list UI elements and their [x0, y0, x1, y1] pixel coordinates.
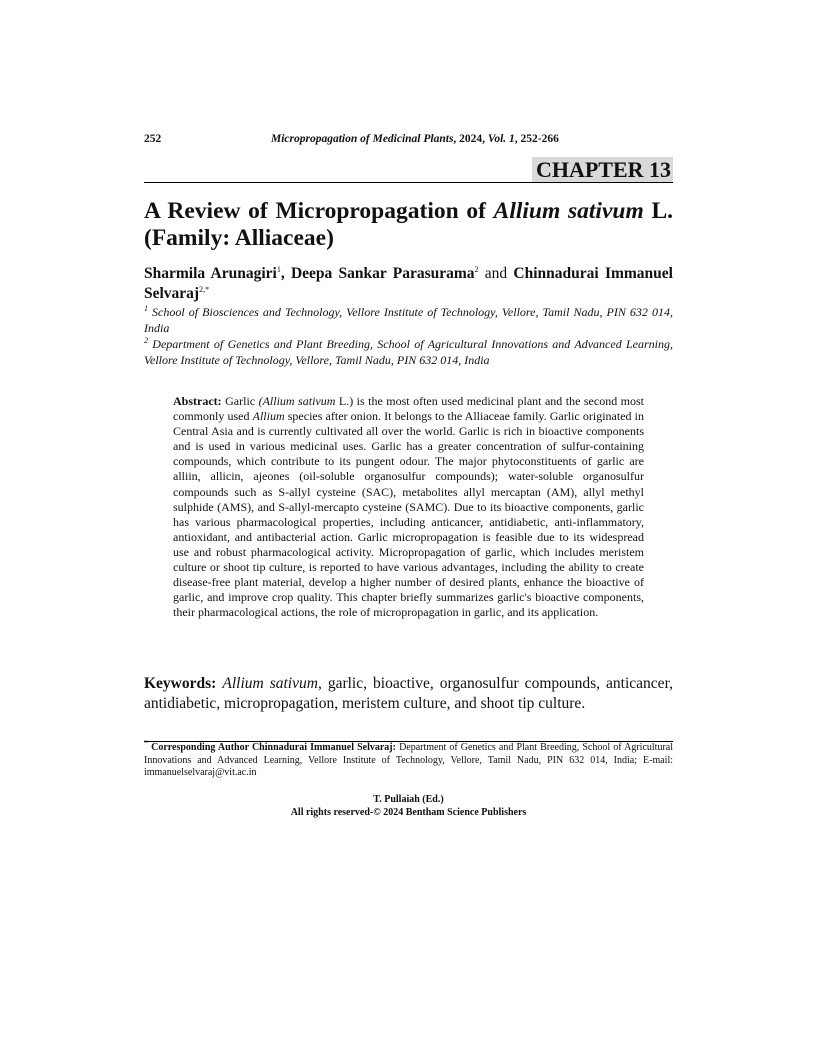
- author-2: Deepa Sankar Parasurama: [290, 265, 475, 282]
- journal-year: , 2024,: [453, 133, 488, 145]
- keywords-label: Keywords:: [144, 675, 217, 692]
- corresponding-author-footnote: [144, 738, 673, 780]
- author-sep-2: and: [478, 265, 514, 282]
- editor-line: T. Pullaiah (Ed.): [373, 794, 444, 805]
- affiliation-1: [144, 304, 673, 336]
- affiliation-1-sup: 1: [144, 304, 148, 313]
- author-1-sup: 1: [276, 264, 281, 274]
- affiliation-2: [144, 336, 673, 368]
- author-sep-1: ,: [280, 265, 291, 282]
- abstract-text-1: Garlic: [221, 394, 259, 408]
- title-text: A Review of Micropropagation of: [144, 198, 494, 224]
- title-family: L. (Family: Alliaceae): [144, 198, 673, 251]
- author-3-sup: 2,*: [199, 284, 210, 294]
- author-1: Sharmila Arunagiri: [144, 265, 277, 282]
- journal-title: Micropropagation of Medicinal Plants: [271, 133, 454, 145]
- keywords-text: , garlic, bioactive, organosulfur compounds, anticancer, antidiabetic, micropropagation, meristem culture, and shoot tip culture.: [144, 675, 673, 712]
- keywords: [144, 674, 673, 713]
- footnote-sup: *: [144, 738, 148, 748]
- page-number: 252: [144, 133, 162, 145]
- abstract: [173, 394, 644, 620]
- abstract-genus: Allium: [252, 409, 285, 424]
- abstract-label: Abstract:: [173, 394, 222, 408]
- footnote-label: Corresponding Author Chinnadurai Immanuel Selvaraj:: [148, 742, 396, 753]
- author-list: [144, 264, 673, 304]
- journal-pages: , 252-266: [514, 133, 559, 145]
- chapter-title: [144, 198, 673, 252]
- journal-citation: [271, 133, 559, 145]
- affiliation-1-text: School of Biosciences and Technology, Vellore Institute of Technology, Vellore, Tamil Nadu, PIN 632 014, India: [144, 305, 673, 335]
- chapter-label: CHAPTER 13: [532, 157, 673, 182]
- affiliation-2-text: Department of Genetics and Plant Breeding, School of Agricultural Innovations and Advanced Learning, Vellore Institute of Technology, Vellore, Tamil Nadu, PIN 632 014, India: [144, 337, 673, 367]
- publisher-block: [144, 794, 673, 819]
- abstract-text-3: species after onion. It belongs to the Alliaceae family. Garlic originated in Central Asia and is currently cultivated all over the world. Garlic is rich in bioactive components and is used in various medicinal uses. Garlic has a greater concentration of sulfur-containing compounds, which contribute to its pungent odour. The major phytoconstituents of garlic are alliin, allicin, ajeones (oil-soluble organosulfur compounds); water-soluble organosulfur compounds such as S-allyl cysteine (SAC), metabolites allyl mercaptan (AM), allyl methyl sulphide (AMS), and S-allyl-mercapto cysteine (SAMC). Due to its bioactive components, garlic has various pharmacological properties, including anticancer, antidiabetic, anti-inflammatory, antioxidant, and antibacterial action. Garlic micropropagation is feasible due to its widespread use and robust pharmacological activity. Micropropagation of garlic, which includes meristem culture or shoot tip culture, is reported to have various advantages, including the ability to create disease-free plant material, develop a higher number of desired plants, enhance the bioactive of garlic, and improve crop quality. This chapter briefly summarizes garlic's bioactive components, their pharmacological actions, the role of micropropagation in garlic, and its application.: [173, 409, 644, 620]
- copyright-line: All rights reserved-© 2024 Bentham Science Publishers: [290, 806, 527, 818]
- journal-volume: Vol. 1: [487, 133, 515, 145]
- author-3: Chinnadurai Immanuel Selvaraj: [144, 265, 673, 302]
- header-rule: [144, 182, 673, 183]
- title-species: Allium sativum: [493, 198, 644, 224]
- abstract-text-2: L.) is the most often used medicinal plant and the second most commonly used: [173, 394, 645, 424]
- affiliation-2-sup: 2: [144, 336, 148, 345]
- footnote-text: Department of Genetics and Plant Breeding, School of Agricultural Innovations and Advanced Learning, Vellore Institute of Technology, Vellore, Tamil Nadu, PIN 632 014, India; E-mail: immanuelselvaraj@vit.ac.in: [144, 742, 673, 778]
- keywords-species: Allium sativum: [222, 675, 318, 692]
- abstract-species: (Allium sativum: [258, 394, 336, 408]
- author-2-sup: 2: [474, 264, 479, 274]
